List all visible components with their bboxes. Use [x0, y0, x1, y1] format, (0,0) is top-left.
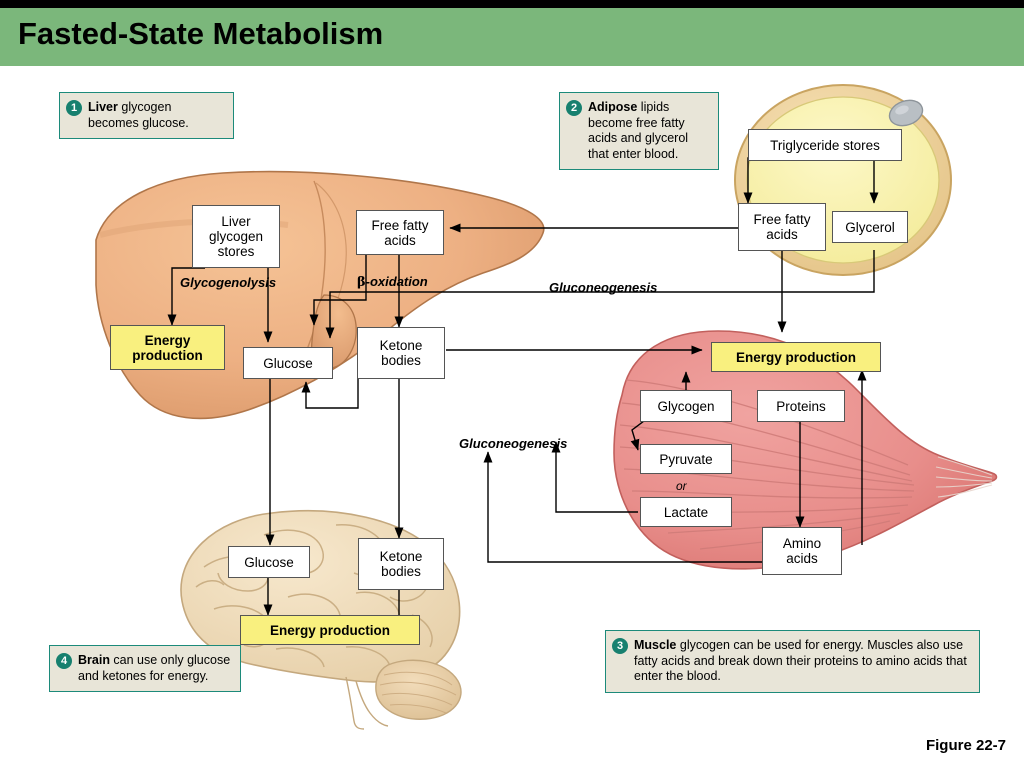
label-beta-oxidation	[357, 274, 428, 290]
label-ketone-bodies-liver: Ketone bodies	[357, 327, 445, 379]
label-glycogenolysis: Glycogenolysis	[180, 275, 277, 290]
label-or: or	[676, 479, 687, 493]
callout-3	[605, 630, 980, 693]
callout-2-number: 2	[566, 100, 582, 116]
beta-oxidation-text: -oxidation	[365, 274, 428, 289]
label-free-fatty-acids-adipose: Free fatty acids	[738, 203, 826, 251]
callout-1	[59, 92, 234, 139]
label-lactate: Lactate	[640, 497, 732, 527]
label-gluconeogenesis-mid: Gluconeogenesis	[459, 436, 568, 451]
title-underline	[0, 66, 1024, 69]
callout-1-text: glycogen becomes glucose.	[88, 100, 189, 130]
label-proteins-muscle: Proteins	[757, 390, 845, 422]
callout-4-bold: Brain	[78, 653, 110, 667]
callout-3-bold: Muscle	[634, 638, 677, 652]
label-glycerol: Glycerol	[832, 211, 908, 243]
label-liver-glycogen-stores: Liver glycogen stores	[192, 205, 280, 268]
page-title: Fasted-State Metabolism	[18, 16, 384, 51]
callout-2-text: lipids become free fatty acids and glycerol that enter blood.	[588, 100, 689, 161]
callout-4-number: 4	[56, 653, 72, 669]
label-ketone-bodies-brain: Ketone bodies	[358, 538, 444, 590]
label-energy-production-brain: Energy production	[240, 615, 420, 645]
callout-1-bold: Liver	[88, 100, 118, 114]
callout-2	[559, 92, 719, 170]
liver-illustration	[88, 165, 558, 460]
label-energy-production-muscle: Energy production	[711, 342, 881, 372]
callout-2-bold: Adipose	[588, 100, 638, 114]
label-glucose-liver: Glucose	[243, 347, 333, 379]
label-energy-production-liver: Energy production	[110, 325, 225, 370]
label-free-fatty-acids-liver: Free fatty acids	[356, 210, 444, 255]
callout-4-text: can use only glucose and ketones for energy.	[78, 653, 231, 683]
label-amino-acids: Amino acids	[762, 527, 842, 575]
callout-3-text: glycogen can be used for energy. Muscles also use fatty acids and break down their proteins to amino acids that enter the blood.	[634, 638, 967, 683]
callout-3-number: 3	[612, 638, 628, 654]
label-glucose-brain: Glucose	[228, 546, 310, 578]
beta-symbol: β	[357, 275, 366, 290]
adipose-cell-illustration	[730, 80, 960, 285]
label-gluconeogenesis-top: Gluconeogenesis	[549, 280, 658, 295]
label-pyruvate: Pyruvate	[640, 444, 732, 474]
label-glycogen-muscle: Glycogen	[640, 390, 732, 422]
top-black-rule	[0, 0, 1024, 8]
label-triglyceride-stores: Triglyceride stores	[748, 129, 902, 161]
figure-number: Figure 22-7	[925, 737, 1006, 754]
callout-4	[49, 645, 241, 692]
callout-1-number: 1	[66, 100, 82, 116]
